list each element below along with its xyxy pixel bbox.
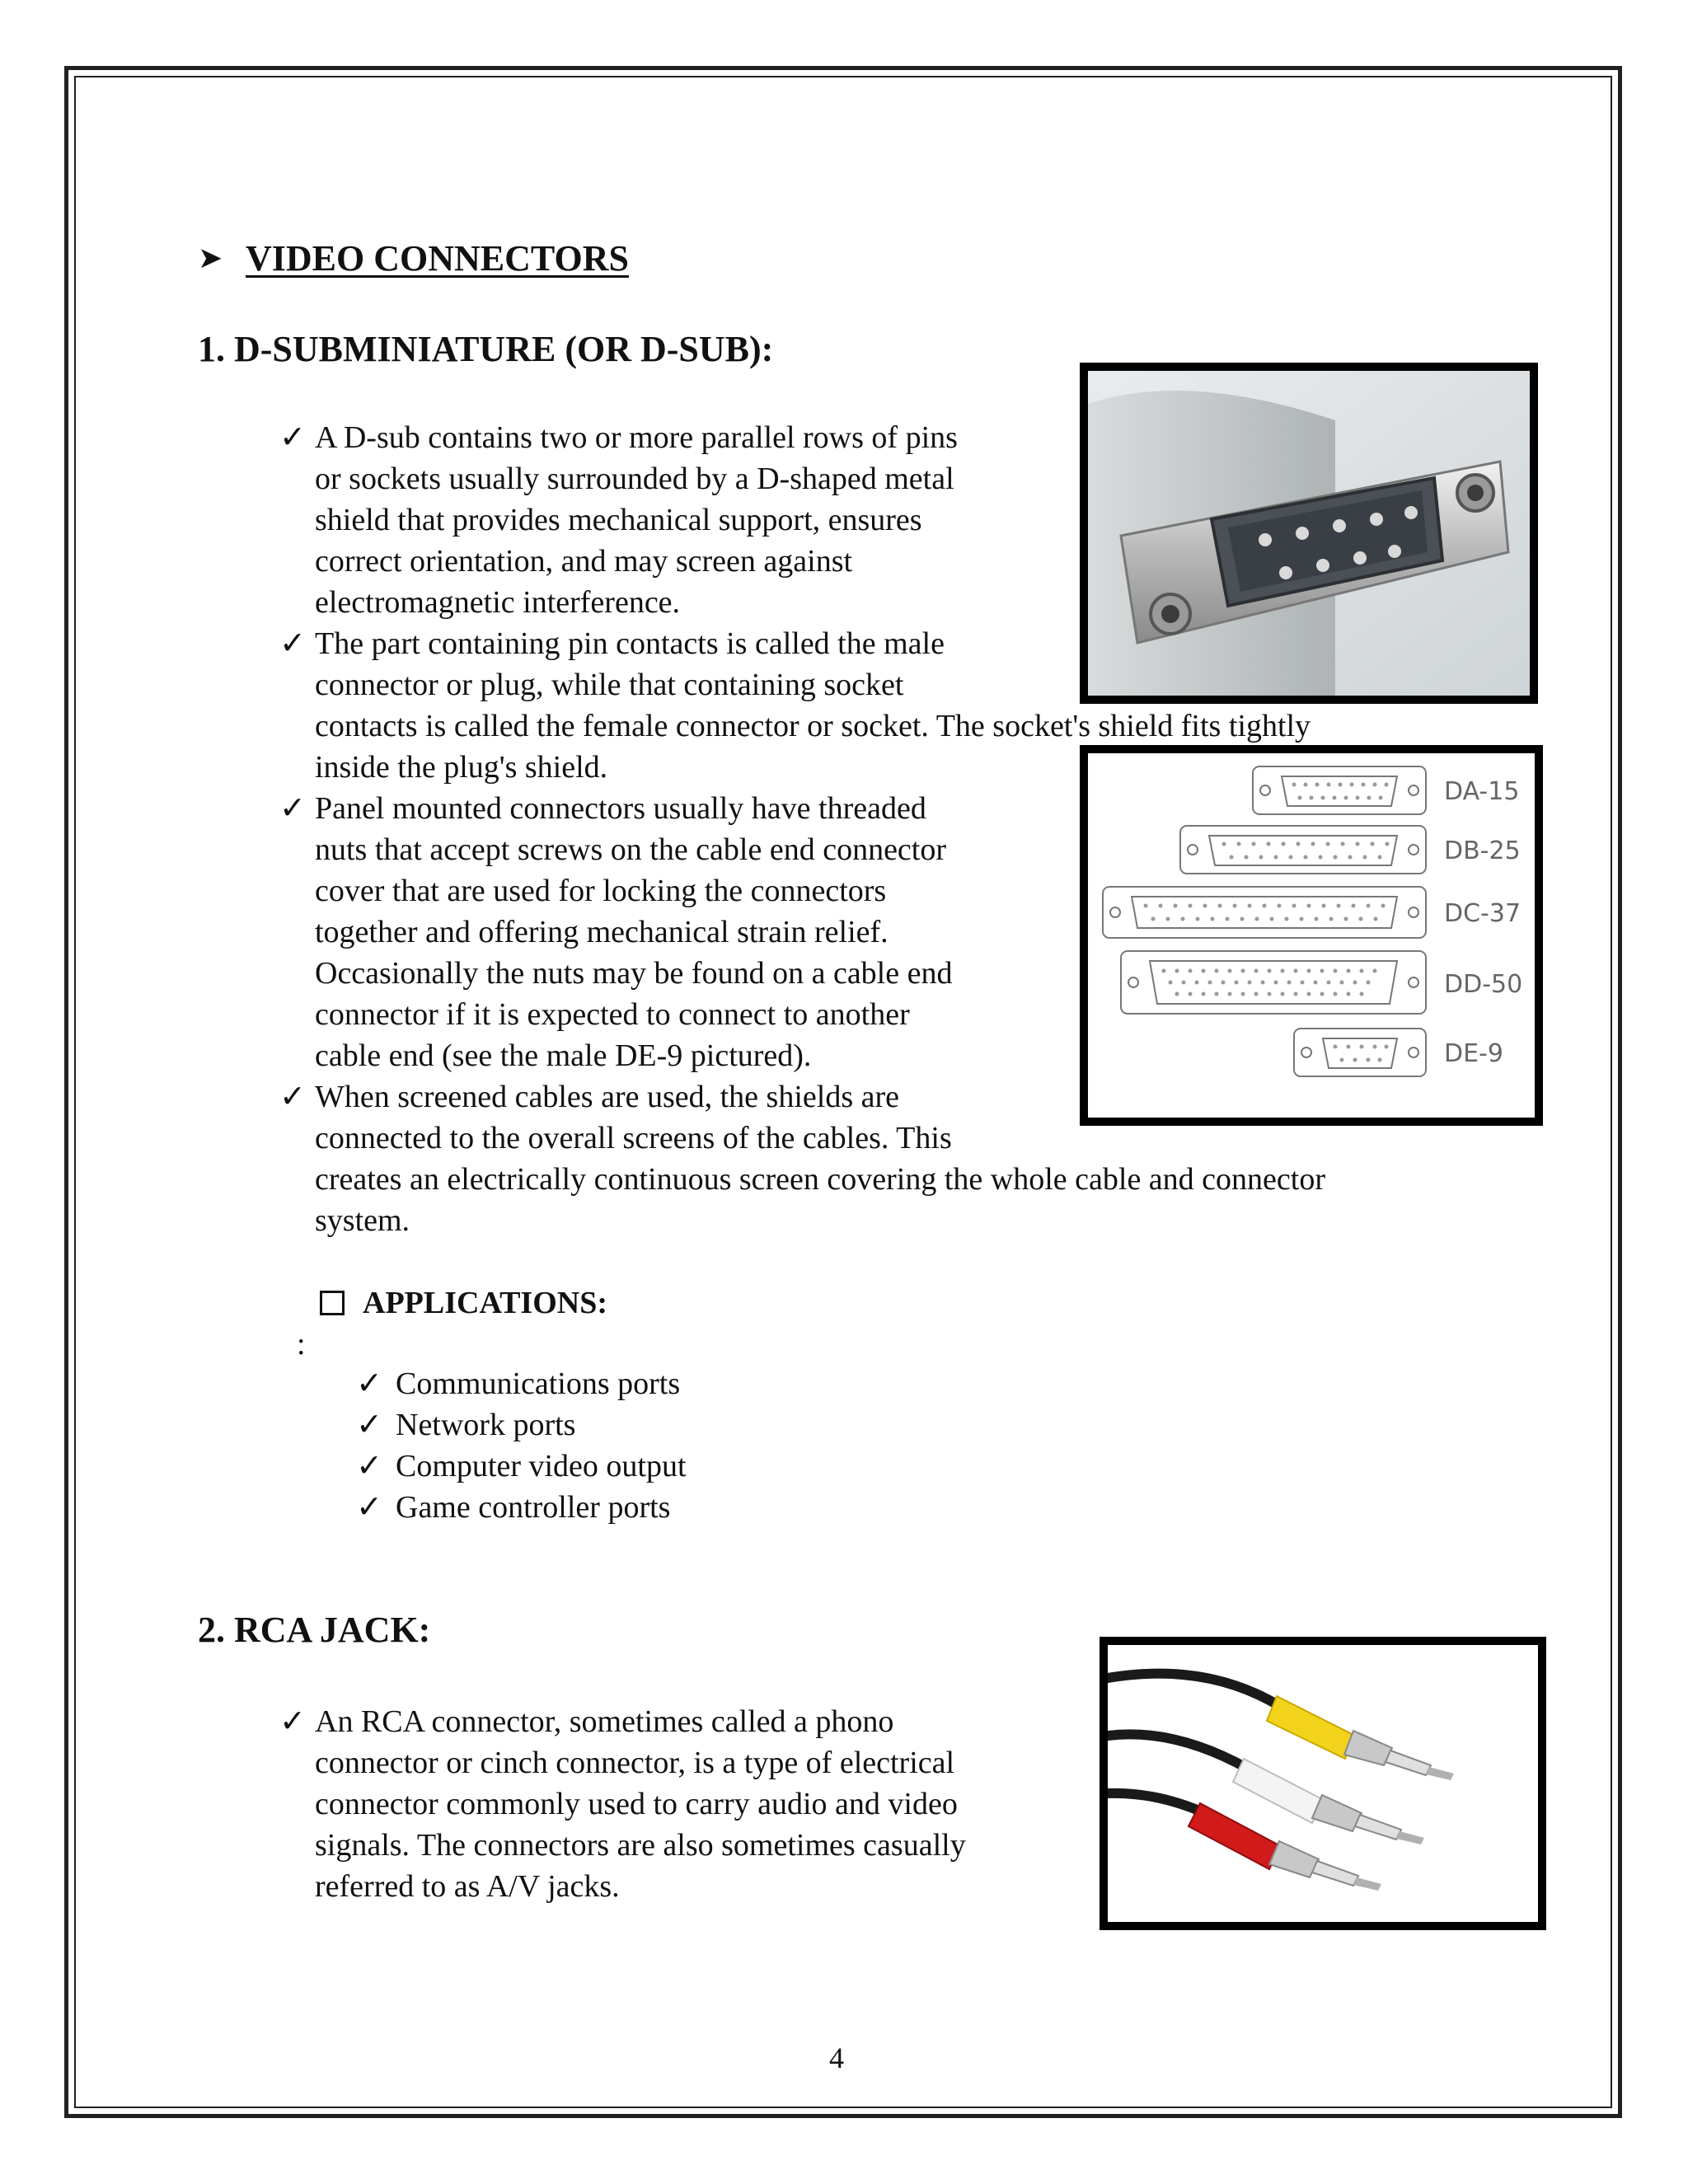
text-line: contacts is called the female connector or socket. The socket's shield fits tightly [315,709,1311,743]
text-line: Occasionally the nuts may be found on a cable end [315,956,953,991]
checkmark-icon: ✓ [279,1080,306,1114]
checkmark-icon: ✓ [279,420,306,455]
text-line: electromagnetic interference. [315,585,681,620]
applications-heading: APPLICATIONS: [320,1282,607,1324]
text-line: system. [315,1203,410,1238]
section-title: VIDEO CONNECTORS [246,238,629,279]
text-line: nuts that accept screws on the cable end connector [315,832,947,867]
shell-label-dd50: DD-50 [1444,970,1523,999]
text-line: together and offering mechanical strain relief. [315,915,889,949]
checkmark-icon: ✓ [279,791,306,826]
shell-label-dc37: DC-37 [1444,899,1522,928]
shell-label-de9: DE-9 [1444,1039,1503,1068]
page-number: 4 [829,2041,844,2074]
checkmark-icon: ✓ [279,1704,306,1739]
rca-heading: 2. RCA JACK: [198,1610,431,1650]
text-line: connector commonly used to carry audio and video [315,1787,958,1821]
dsub-connector-photo [1080,363,1538,704]
text-line: referred to as A/V jacks. [315,1869,620,1904]
checkmark-icon: ✓ [356,1449,382,1483]
text-line: connector if it is expected to connect to another [315,997,910,1032]
text-line: inside the plug's shield. [315,750,608,785]
shell-label-da15: DA-15 [1444,777,1520,806]
text-line: An RCA connector, sometimes called a phono [315,1704,894,1739]
text-line: shield that provides mechanical support, ensures [315,503,922,537]
list-item: Network ports [396,1408,576,1442]
checkmark-icon: ✓ [356,1408,382,1442]
checkmark-icon: ✓ [356,1366,382,1401]
text-line: or sockets usually surrounded by a D-shaped metal [315,462,954,496]
text-line: connected to the overall screens of the cables. This [315,1121,952,1155]
checkmark-icon: ✓ [356,1490,382,1525]
list-item: Communications ports [396,1366,681,1401]
list-item: Game controller ports [396,1490,671,1525]
text-line: correct orientation, and may screen against [315,544,853,579]
de9-connector-illustration [1088,371,1530,696]
text-line: The part containing pin contacts is called the male [315,626,945,661]
dsub-heading: 1. D-SUBMINIATURE (OR D-SUB): [198,329,774,369]
text-line: cable end (see the male DE-9 pictured). [315,1038,812,1073]
text-line: connector or cinch connector, is a type of electrical [315,1746,955,1780]
checkmark-icon: ✓ [279,626,306,661]
text-line: cover that are used for locking the connectors [315,874,887,908]
dsub-shell-sizes-diagram [1080,745,1543,1126]
shell-sizes-svg [1088,753,1535,1118]
rca-jack-photo [1100,1637,1546,1930]
text-line: When screened cables are used, the shields are [315,1080,899,1114]
text-line: connector or plug, while that containing socket [315,668,904,702]
shell-label-db25: DB-25 [1444,837,1521,865]
text-line: Panel mounted connectors usually have threaded [315,791,926,826]
text-line: signals. The connectors are also sometimes casually [315,1828,966,1863]
arrowhead-bullet-icon: ➤ [198,241,223,274]
text-line: A D-sub contains two or more parallel rows of pins [315,420,958,455]
rca-cables-illustration [1108,1645,1538,1922]
list-item: Computer video output [396,1449,687,1483]
stray-colon: : [297,1327,306,1361]
text-line: creates an electrically continuous screen covering the whole cable and connector [315,1162,1325,1197]
hollow-square-bullet-icon [320,1291,345,1315]
